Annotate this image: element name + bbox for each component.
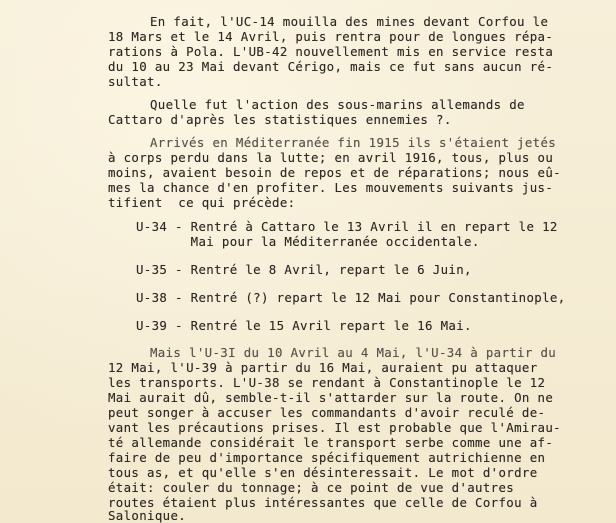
text-line: tifient ce qui précède:: [108, 195, 296, 210]
list-item: Mai pour la Méditerranée occidentale.: [136, 234, 480, 249]
text-line: à corps perdu dans la lutte; en avril 1916, tous, plus ou: [108, 150, 554, 165]
list-item: U-39 - Rentré le 15 Avril repart le 16 Mai.: [136, 318, 472, 333]
text-line: du 10 au 23 Mai devant Cérigo, mais ce fut sans aucun ré-: [108, 59, 554, 74]
text-line: té allemande considérait le transport serbe comme une af-: [108, 435, 554, 450]
text-line: 18 Mars et le 14 Avril, puis rentra pour de longues répa-: [108, 29, 554, 44]
text-line: En fait, l'UC-14 mouilla des mines devant Corfou le: [150, 14, 549, 29]
text-line: Salonique.: [108, 508, 187, 523]
text-line: Mais l'U-3I du 10 Avril au 4 Mai, l'U-34 à partir du: [150, 345, 557, 360]
text-line: Cattaro d'après les statistiques ennemies ?.: [108, 112, 452, 127]
text-line: routes étaient plus intéressantes que celle de Corfou à: [108, 495, 538, 510]
text-line: rations à Pola. L'UB-42 nouvellement mis en service resta: [108, 44, 554, 59]
text-line: Mai aurait dû, semble-t-il s'attarder sur la route. On ne: [108, 390, 554, 405]
text-line: moins, avaient besoin de repos et de réparations; nous eû-: [108, 165, 561, 180]
text-line: sultat.: [108, 74, 163, 89]
text-line: mes la chance d'en profiter. Les mouvements suivants jus-: [108, 180, 554, 195]
text-line: Arrivés en Méditerranée fin 1915 ils s'étaient jetés: [150, 135, 557, 150]
text-line: tous as, et qu'elle s'en désinteressait. Le mot d'ordre: [108, 465, 538, 480]
text-line: peut songer à accuser les commandants d'avoir reculé de-: [108, 405, 546, 420]
text-line: était: couler du tonnage; à ce point de vue d'autres: [108, 480, 515, 495]
text-line: les transports. L'U-38 se rendant à Constantinople le 12: [108, 375, 546, 390]
text-line: faire de peu d'importance spécifiquement autrichienne en: [108, 450, 546, 465]
list-item: U-38 - Rentré (?) repart le 12 Mai pour Constantinople,: [136, 290, 566, 305]
list-item: U-34 - Rentré à Cattaro le 13 Avril il en repart le 12: [136, 219, 558, 234]
text-line: 12 Mai, l'U-39 à partir du 16 Mai, auraient pu attaquer: [108, 360, 538, 375]
list-item: U-35 - Rentré le 8 Avril, repart le 6 Juin,: [136, 262, 472, 277]
text-line: vant les précautions prises. Il est probable que l'Amirau-: [108, 420, 561, 435]
text-line: Quelle fut l'action des sous-marins allemands de: [150, 97, 525, 112]
